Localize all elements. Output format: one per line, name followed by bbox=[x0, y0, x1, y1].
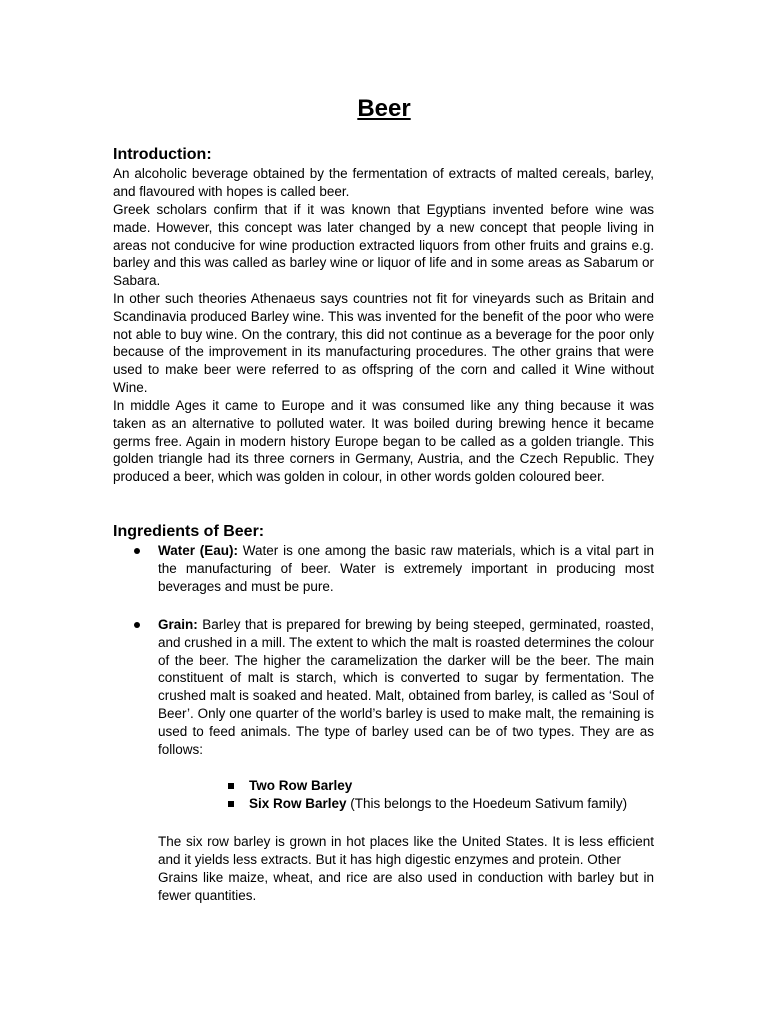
bullet-icon bbox=[134, 548, 140, 554]
sub-item-label: Six Row Barley bbox=[249, 796, 347, 811]
sub-item-six-row bbox=[249, 795, 654, 813]
intro-heading: Introduction: bbox=[113, 146, 212, 163]
grain-after-paragraph-2: Grains like maize, wheat, and rice are also used in conduction with barley but in fewer quantities. bbox=[158, 870, 654, 903]
grain-text: Barley that is prepared for brewing by being steeped, germinated, roasted, and crushed in a mill. The extent to which the malt is roasted determines the colour of the beer. The higher the caramelization the darker will be the beer. The main constituent of malt is starch, which is converted to sugar by fermentation. The crushed malt is soaked and heated. Malt, obtained from barley, is called as ‘Soul of Beer’. Only one quarter of the world’s barley is used to make malt, the remaining is used to feed animals. The type of barley used can be of two types. They are as follows: bbox=[158, 617, 654, 757]
square-bullet-icon bbox=[228, 801, 234, 807]
water-label: Water (Eau): bbox=[158, 543, 239, 558]
grain-label: Grain: bbox=[158, 617, 198, 632]
sub-item-text: (This belongs to the Hoedeum Sativum family) bbox=[346, 796, 628, 811]
square-bullet-icon bbox=[228, 783, 234, 789]
grain-item bbox=[158, 616, 654, 758]
bullet-icon bbox=[134, 622, 140, 628]
sub-item-label: Two Row Barley bbox=[249, 778, 353, 793]
sub-item-two-row bbox=[249, 777, 654, 795]
intro-paragraph-4: In middle Ages it came to Europe and it was consumed like any thing because it was taken as an alternative to polluted water. It was boiled during brewing hence it became germs free. Again in modern history Europe began to be called as a golden triangle. This golden triangle had its three corners in Germany, Austria, and the Czech Republic. They produced a beer, which was golden in colour, in other words golden coloured beer. bbox=[113, 398, 654, 485]
water-text: Water is one among the basic raw materials, which is a vital part in the manufacturing of beer. Water is extremely important in producing most beverages and must be pure. bbox=[158, 543, 654, 594]
page-title: Beer bbox=[357, 95, 411, 122]
intro-paragraph-1: An alcoholic beverage obtained by the fermentation of extracts of malted cereals, barley, and flavoured with hopes is called beer. bbox=[113, 166, 654, 199]
grain-after-paragraph-1: The six row barley is grown in hot places like the United States. It is less efficient and it yields less extracts. But it has high digestic enzymes and protein. Other bbox=[158, 834, 654, 867]
intro-paragraph-2: Greek scholars confirm that if it was known that Egyptians invented before wine was made. However, this concept was later changed by a new concept that people living in areas not conducive for wine production extracted liquors from other fruits and grains e.g. barley and this was called as barley wine or liquor of life and in some areas as Sabarum or Sabara. bbox=[113, 202, 654, 289]
water-item bbox=[158, 542, 654, 595]
intro-paragraph-3: In other such theories Athenaeus says countries not fit for vineyards such as Britain and Scandinavia produced Barley wine. This was invented for the benefit of the poor who were not able to buy wine. On the contrary, this did not continue as a beverage for the poor only because of the improvement in its manufacturing procedures. The other grains that were used to make beer were referred to as offspring of the corn and called it Wine without Wine. bbox=[113, 291, 654, 395]
ingredients-heading: Ingredients of Beer: bbox=[113, 523, 265, 540]
